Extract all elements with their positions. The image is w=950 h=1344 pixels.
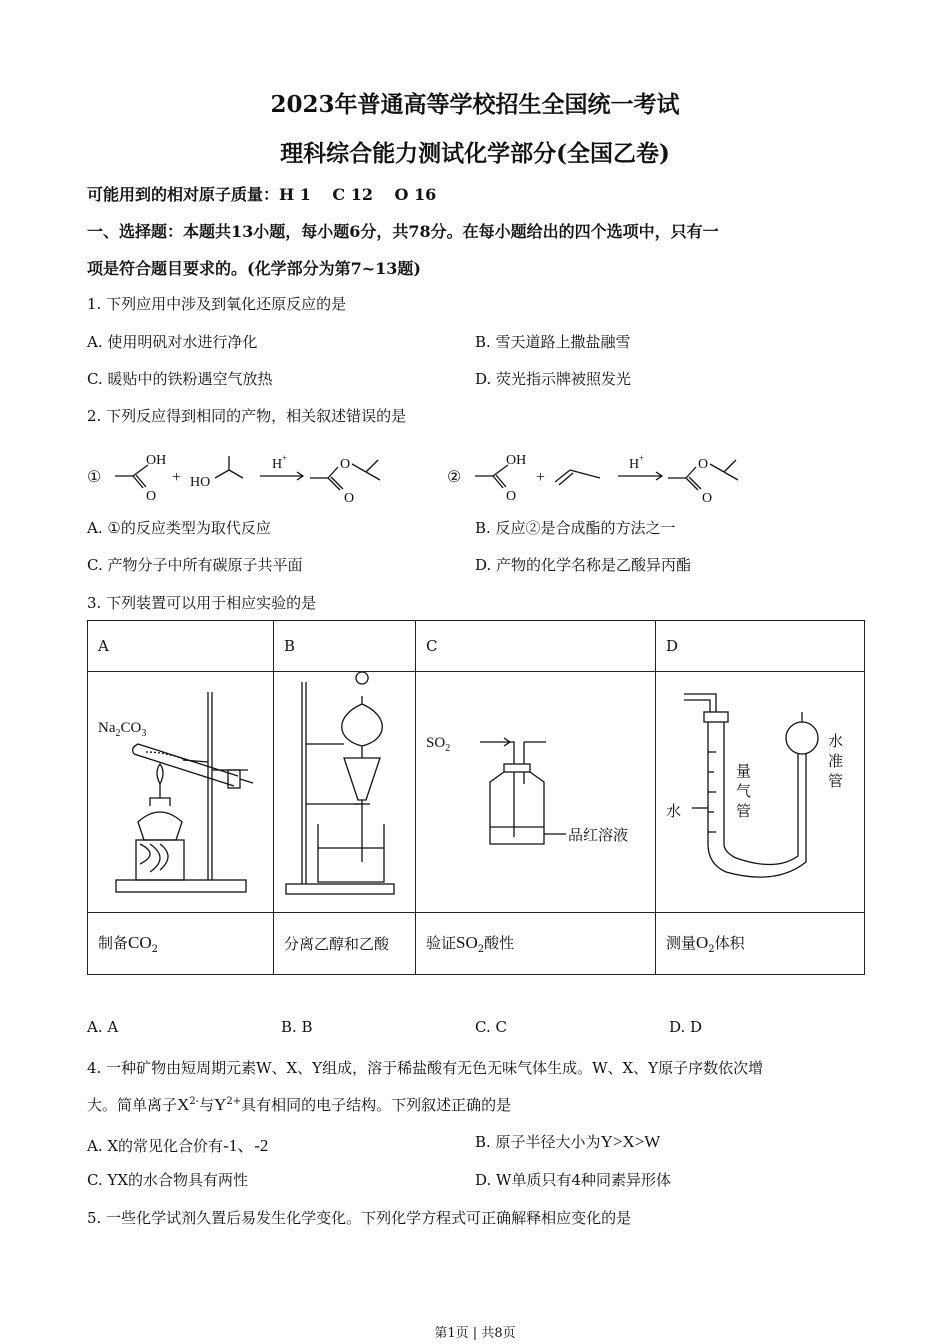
q1-stem: 1. 下列应用中涉及到氧化还原反应的是 xyxy=(87,295,347,313)
q4-stem-2: 大。简单离子$X^{2-}$与$Y^{2+}$具有相同的电子结构。下列叙述正确的是 xyxy=(87,1095,512,1114)
svg-text:Na2CO3: $Na_2CO_3$ xyxy=(98,720,147,739)
section-instructions-1: 一、选择题：本题共13小题，每小题6分，共78分。在每小题给出的四个选项中，只有一 xyxy=(87,222,719,241)
caption-c: 验证$SO_2$酸性 xyxy=(416,913,656,975)
svg-text:+: + xyxy=(282,453,288,463)
caption-a: 制备$CO_2$ xyxy=(88,913,274,975)
svg-text:O: O xyxy=(506,489,517,504)
shuizhunguan-label: 水准管 xyxy=(828,734,844,790)
svg-text:O: O xyxy=(344,491,355,506)
header-b: B xyxy=(274,621,416,672)
apparatus-a-diagram xyxy=(88,672,273,908)
q1-option-a[interactable]: A. 使用明矾对水进行净化 xyxy=(87,333,258,351)
q4-stem-1: 4. 一种矿物由短周期元素W、X、Y组成，溶于稀盐酸有无色无味气体生成。W、X、Y原子序数依次增 xyxy=(87,1059,764,1077)
q1-option-c[interactable]: C. 暖贴中的铁粉遇空气放热 xyxy=(87,370,273,388)
q2-option-d[interactable]: D. 产物的化学名称是乙酸异丙酯 xyxy=(475,556,692,574)
liangqiguan-label: 量气管 xyxy=(736,764,752,820)
header-d: D xyxy=(656,621,865,672)
atomic-mass-line: 可能用到的相对原子质量：H 1 C 12 O 16 xyxy=(87,185,437,204)
apparatus-d-cell xyxy=(656,672,865,913)
exam-title: 2023年普通高等学校招生全国统一考试 xyxy=(270,91,680,118)
svg-text:O: O xyxy=(698,457,709,472)
q4-option-c[interactable]: C. YX的水合物具有两性 xyxy=(87,1171,249,1189)
q4-option-d[interactable]: D. W单质只有4种同素异形体 xyxy=(475,1171,671,1189)
apparatus-a-cell xyxy=(88,672,274,913)
svg-text:+: + xyxy=(172,469,182,486)
reaction-2-number: ② xyxy=(447,469,462,486)
q2-option-b[interactable]: B. 反应②是合成酯的方法之一 xyxy=(475,519,676,537)
apparatus-b-cell xyxy=(274,672,416,913)
q2-stem: 2. 下列反应得到相同的产物，相关叙述错误的是 xyxy=(87,407,407,425)
svg-text:+: + xyxy=(536,469,546,486)
page-footer: 第1页 | 共8页 xyxy=(434,1326,516,1341)
q3-option-a[interactable]: A. A xyxy=(87,1018,119,1036)
pinhong-label: 品红溶液 xyxy=(568,828,629,844)
water-label: 水 xyxy=(666,804,682,820)
svg-text:H: H xyxy=(629,457,640,472)
header-c: C xyxy=(416,621,656,672)
svg-text:O: O xyxy=(146,489,157,504)
apparatus-c-cell xyxy=(416,672,656,913)
apparatus-b-diagram xyxy=(274,672,415,908)
header-a: A xyxy=(88,621,274,672)
q3-option-b[interactable]: B. B xyxy=(281,1018,313,1036)
exam-subtitle: 理科综合能力测试化学部分(全国乙卷) xyxy=(280,140,670,167)
reaction-schemes xyxy=(80,440,780,510)
section-instructions-2: 项是符合题目要求的。(化学部分为第7~13题) xyxy=(87,259,421,278)
svg-text:OH: OH xyxy=(146,453,167,468)
q4-option-b[interactable]: B. 原子半径大小为Y>X>W xyxy=(475,1132,661,1151)
caption-d: 测量$O_2$体积 xyxy=(656,913,865,975)
svg-text:+: + xyxy=(639,453,645,463)
q3-stem: 3. 下列装置可以用于相应实验的是 xyxy=(87,594,317,612)
caption-b: 分离乙醇和乙酸 xyxy=(274,913,416,975)
apparatus-table xyxy=(87,620,865,975)
q2-option-c[interactable]: C. 产物分子中所有碳原子共平面 xyxy=(87,556,303,574)
q1-option-d[interactable]: D. 荧光指示牌被照发光 xyxy=(475,370,632,388)
q3-option-c[interactable]: C. C xyxy=(475,1018,507,1036)
svg-text:O: O xyxy=(340,457,351,472)
q5-stem: 5. 一些化学试剂久置后易发生化学变化。下列化学方程式可正确解释相应变化的是 xyxy=(87,1209,632,1227)
q3-option-d[interactable]: D. D xyxy=(669,1018,703,1036)
apparatus-c-diagram xyxy=(416,672,655,908)
q1-option-b[interactable]: B. 雪天道路上撒盐融雪 xyxy=(475,333,631,351)
catalyst-label: H xyxy=(272,457,283,472)
svg-text:HO: HO xyxy=(190,475,211,490)
reaction-1-number: ① xyxy=(87,469,102,486)
svg-text:O: O xyxy=(702,491,713,506)
apparatus-d-diagram xyxy=(656,672,864,908)
svg-text:SO2: $SO_2$ xyxy=(426,735,451,754)
q4-option-a[interactable]: A. X的常见化合价有-1、-2 xyxy=(87,1136,269,1155)
q2-option-a[interactable]: A. ①的反应类型为取代反应 xyxy=(87,519,271,537)
svg-text:OH: OH xyxy=(506,453,527,468)
